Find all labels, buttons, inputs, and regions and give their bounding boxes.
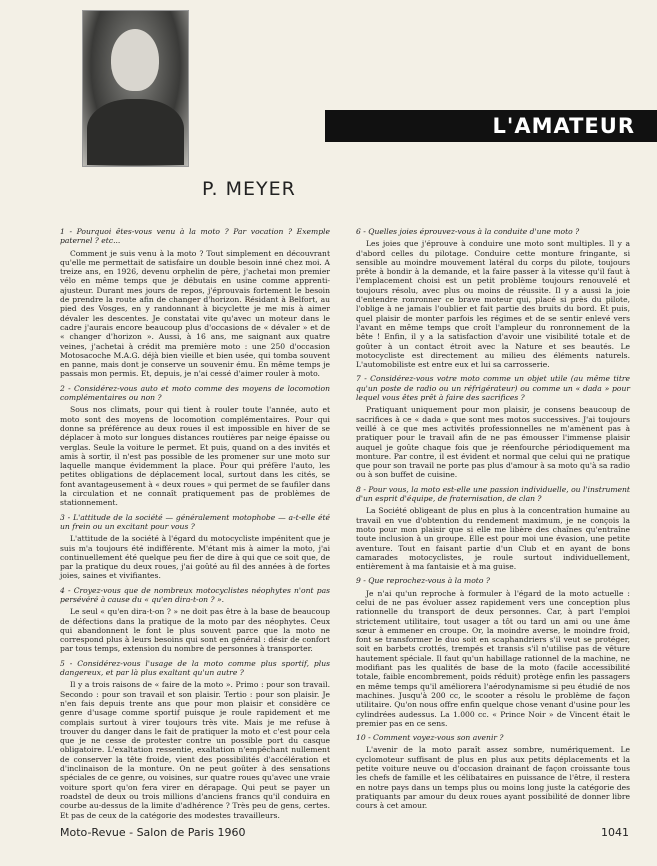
answer: Le seul « qu'en dira-t-on ? » ne doit pas être à la base de beaucoup de défections dans la pratique de la moto par des néophytes. Ceux qui abandonnent le font le plus souvent parce que la moto ne correspond plus à leurs besoins qui sont en général : désir de confort par tous temps, extension du nombre de personnes à transporter. — [60, 607, 330, 654]
answer: Les joies que j'éprouve à conduire une moto sont multiples. Il y a d'abord celles du pilotage. Conduire cette monture fringante, si sensible au moindre mouvement latéral du corps du pilote, toujours prête à bondir à la demande, et la faire passer à la vitesse qu'il faut à l'emplacement choisi est un petit problème toujours renouvelé et toujours résolu, avec plus ou moins de réussite. Il y a aussi la joie d'entendre ronronner ce brave moteur qui, placé si près du pilote, l'oblige à ne jamais l'oublier et fait partie des bruits du bord. Et puis, quel plaisir de monter parfois les régimes et de se sentir enlevé vers l'avant en même temps que croît l'ampleur du ronronnement de la bête ! Enfin, il y a la satisfaction d'avoir une visibilité totale et de goûter à un contact étroit avec la Nature et ses beautés. Le motocycliste est directement au milieu des éléments naturels. L'automobiliste est entre eux et lui sa carrosserie. — [356, 239, 630, 370]
answer: La Société obligeant de plus en plus à la concentration humaine au travail en vue d'obtention du rendement maximum, je ne conçois la moto pour mon plaisir que si elle me libère des chaînes qu'entraîne toute inclusion à un groupe. Elle est pour moi une évasion, une petite aventure. Tout en faisant partie d'un Club et en ayant de bons camarades motocyclistes, je roule surtout individuellement, entièrement à ma fantaisie et à ma guise. — [356, 506, 630, 572]
question: 1 - Pourquoi êtes-vous venu à la moto ? Par vocation ? Exemple paternel ? etc... — [60, 227, 330, 246]
right-column — [356, 222, 630, 813]
answer: Pratiquant uniquement pour mon plaisir, je consens beaucoup de sacrifices à ce « dada » que sont mes motos successives. J'ai toujours veillé à ce que mes activités professionnelles ne m'amènent pas à pratiquer pour le travail afin de ne pas émousser l'immense plaisir auquel je goûte chaque fois que je réenfourche périodiquement ma monture. Par contre, il est évident et normal que celui qui ne pratique que pour son travail ne porte pas plus d'amour à sa moto qu'à sa radio ou à son buffet de cuisine. — [356, 405, 630, 480]
portrait-head — [111, 29, 159, 91]
answer: Je n'ai qu'un reproche à formuler à l'égard de la moto actuelle : celui de ne pas évoluer assez rapidement vers une conception plus rationnelle du transport de deux personnes. Car, à part l'emploi strictement utilitaire, tout usager a tôt ou tard un ami ou une âme sœur à emmener en croupe. Or, la moindre averse, le moindre froid, font se transformer le duo soit en scaphandriers s'il veut se protéger, soit en barbets crottés, trempés et transis s'il n'utilise pas de vêture hautement spéciale. Il faut qu'un habillage rationnel de la machine, ne modifiant pas les qualités de base de la moto (facile accessibilité totale, faible encombrement, poids réduit) protège enfin les passagers en même temps qu'il améliorera l'aérodynamisme si peu étudié de nos machines. Jusqu'à 200 cc, le scooter a résolu le problème de façon utilitaire. Qu'on nous offre enfin quelque chose venant d'usine pour les cylindrées audessus. La 1.000 cc. « Prince Noir » de Vincent était le premier pas en ce sens. — [356, 588, 630, 728]
section-banner: L'AMATEUR — [325, 110, 657, 142]
author-portrait — [82, 10, 189, 167]
question: 3 - L'attitude de la société — généralement motophobe — a-t-elle été un frein ou un excitant pour vous ? — [60, 512, 330, 531]
question: 6 - Quelles joies éprouvez-vous à la conduite d'une moto ? — [356, 227, 580, 236]
answer: Il y a trois raisons de « faire de la moto ». Primo : pour son travail. Secondo : pour son travail et son plaisir. Tertio : pour son plaisir. Je n'en fais depuis trente ans que pour mon plaisir et considère ce genre d'usage comme sportif puisque je roule rapidement et me complais surtout à virer toujours très vite. Mais je me refuse à trouver du danger dans le fait de pratiquer la moto et c'est pour cela que je ne cesse de protester contre un possible port du casque obligatoire. L'exaltation ressentie, exaltation n'empêchant nullement de conserver la tête froide, vient des possibilités d'accélération et d'inclinaison de la monture. On ne peut goûter à des sensations spéciales de ce genre, ou voisines, sur quatre roues qu'avec une vraie voiture sport qu'on fera virer en dérapage. Qui peut se payer un roadstel de deux ou trois millions d'anciens francs qu'il conduira en courbe au-dessus de la limite d'adhérence ? Très peu de gens, certes. Et pas de ceux de la catégorie des modestes travailleurs. — [60, 680, 330, 820]
answer: Sous nos climats, pour qui tient à rouler toute l'année, auto et moto sont des moyens de locomotion complémentaires. Pour qui donne sa préférence au deux roues il est impossible en hiver de se déplacer à moto sur longues distances routières par neige épaisse ou verglas. Seule la voiture le permet. Et puis, quand on a des invités et amis à sortir, il n'est pas possible de les promener sur une moto sur laquelle manque évidemment la place. Pour qui préfère l'auto, les petites obligations de déplacement local, surtout dans les cités, se font avantageusement à « deux roues » qui permet de se faufiler dans la circulation et ne connaît pratiquement pas de problèmes de stationnement. — [60, 405, 330, 508]
question: 2 - Considérez-vous auto et moto comme des moyens de locomotion complémentaires ou non ? — [60, 383, 330, 403]
question: 9 - Que reprochez-vous à la moto ? — [356, 576, 490, 586]
question: 7 - Considérez-vous votre moto comme un objet utile (au même titre qu'un poste de radio ou un réfrigérateur) ou comme un « dada » pour lequel vous êtes prêt à faire des sacrifices ? — [356, 374, 630, 403]
portrait-shoulders — [87, 99, 184, 165]
answer: L'attitude de la société à l'égard du motocycliste impénitent que je suis m'a toujours été indifférente. M'étant mis à aimer la moto, j'ai continuellement été quelque peu fier de dire à qui que ce soit que, de par la pratique du deux roues, j'ai goûté au fil des années à de fortes joies, saines et vivifiantes. — [60, 534, 330, 581]
question: 10 - Comment voyez-vous son avenir ? — [356, 733, 504, 743]
footer-publication: Moto-Revue - Salon de Paris 1960 — [60, 826, 246, 839]
page-number: 1041 — [601, 826, 629, 839]
answer: L'avenir de la moto paraît assez sombre, numériquement. Le cyclomoteur suffisant de plus en plus aux petits déplacements et la petite voiture neuve ou d'occasion drainant de façon croissante tous les chefs de famille et les célibataires en puissance de l'être, il restera en notre pays dans un temps plus ou moins long juste la catégorie des pratiquants par amour du deux roues ayant possibilité de donner libre cours à cet amour. — [356, 745, 630, 811]
answer: Comment je suis venu à la moto ? Tout simplement en découvrant qu'elle me permettait de satisfaire un double besoin inné chez moi. A treize ans, en 1926, devenu orphelin de père, j'achetai mon premier vélo en même temps que je débutais en usine comme apprenti-ajusteur. Durant mes jours de repos, j'éprouvais fortement le besoin de prendre la route afin de changer d'horizon. Résidant à Belfort, au pied des Vosges, en y randonnant à bicyclette je me mis à aimer dévaler les descentes. Je constatai vite qu'avec un moteur dans le cadre j'aurais encore beaucoup plus d'occasions de « dévaler » et de « changer d'horizon ». Aussi, à 16 ans, me saignant aux quatre veines, j'achetai à crédit ma première moto : une 250 d'occasion Motosacoche M.A.G. déjà bien vieille et bien usée, qui tomba souvent en panne, mais dont je conserve un souvenir ému. En même temps je passais mon permis. Et, depuis, je n'ai cessé d'aimer rouler à moto. — [60, 248, 330, 379]
question: 5 - Considérez-vous l'usage de la moto comme plus sportif, plus dangereux, et par là plus exaltant qu'un autre ? — [60, 658, 330, 678]
author-name: P. MEYER — [202, 178, 296, 200]
question: 8 - Pour vous, la moto est-elle une passion individuelle, ou l'instrument d'un esprit d'équipe, de fraternisation, de clan ? — [356, 484, 630, 504]
left-column — [60, 222, 330, 822]
question: 4 - Croyez-vous que de nombreux motocyclistes néophytes n'ont pas persévéré à cause du « qu'en dira-t-on ? ». — [60, 585, 330, 604]
